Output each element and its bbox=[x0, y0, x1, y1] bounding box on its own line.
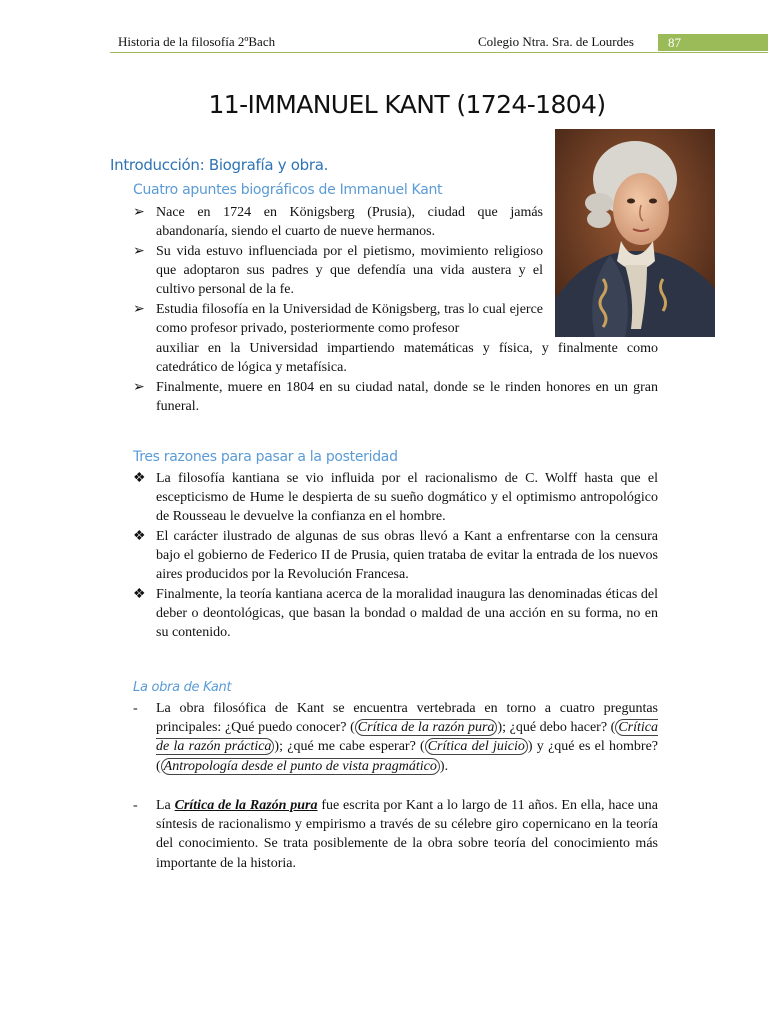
diamond-bullet-icon: ❖ bbox=[133, 587, 146, 602]
bio-item: ➢ Finalmente, muere en 1804 en su ciudad natal, donde se le rinden honores en un gran funeral. bbox=[133, 380, 658, 415]
work-title-critica-juicio: Crítica del juicio bbox=[425, 738, 528, 755]
page-number: 87 bbox=[658, 34, 768, 51]
dash-bullet-icon: - bbox=[133, 701, 138, 716]
obra-paragraph-2: - La Crítica de la Razón pura fue escrita por Kant a lo largo de 11 años. En ella, hace una síntesis de racionalismo y empirismo a través de su célebre giro copernicano en la teoría del conocimiento. Se trata posiblemente de la obra sobre teoría del conocimiento más importante de la historia. bbox=[133, 798, 659, 871]
work-title-highlight: Crítica de la Razón pura bbox=[174, 798, 318, 813]
header-school: Colegio Ntra. Sra. de Lourdes bbox=[478, 34, 634, 49]
arrow-bullet-icon: ➢ bbox=[133, 244, 145, 259]
kant-portrait-image bbox=[555, 129, 715, 337]
obra-paragraph-1: - La obra filosófica de Kant se encuentra vertebrada en torno a cuatro preguntas principales: ¿Qué puedo conocer? ( Crítica de la razón pura ); ¿qué debo hacer? ( Crítica de la razón práctica ); ¿qué me cabe esperar? ( Crítica del juicio ) y ¿qué es el hombre? ( Antropología desde el punto de vista pragmático ). bbox=[133, 701, 659, 774]
work-title-antropologia: Antropología desde el punto de vista pragmático bbox=[161, 758, 440, 775]
header-subject: Historia de la filosofía 2ºBach bbox=[118, 34, 276, 49]
razones-item: ❖ Finalmente, la teoría kantiana acerca de la moralidad inaugura las denominadas éticas del deber o deontológicas, que basan la bondad o maldad de una acción en su forma, no en su contenido. bbox=[133, 587, 658, 641]
subheading-razones: Tres razones para pasar a la posteridad bbox=[133, 449, 398, 465]
razones-item: ❖ La filosofía kantiana se vio influida por el racionalismo de C. Wolff hasta que el escepticismo de Hume le despierta de su sueño dogmático y el optimismo antropológico de Rousseau le devuelve la confianza en el hombre. bbox=[133, 471, 658, 525]
work-title-critica-razon-practica: Crítica de la razón práctica bbox=[156, 720, 659, 755]
bio-item: ➢ Estudia filosofía en la Universidad de Königsberg, tras lo cual ejerce como profesor privado, posteriormente como profesor bbox=[133, 302, 543, 337]
dash-bullet-icon: - bbox=[133, 798, 138, 813]
diamond-bullet-icon: ❖ bbox=[133, 529, 146, 544]
arrow-bullet-icon: ➢ bbox=[133, 205, 145, 220]
header-divider bbox=[110, 52, 768, 53]
razones-item: ❖ El carácter ilustrado de algunas de sus obras llevó a Kant a enfrentarse con la censura bajo el gobierno de Federico II de Prusia, quien trataba de evitar la entrada de los nuevos aires producidos por la Revolución Francesa. bbox=[133, 529, 658, 583]
arrow-bullet-icon: ➢ bbox=[133, 380, 145, 395]
page-title: 11-IMMANUEL KANT (1724-1804) bbox=[208, 90, 606, 119]
work-title-critica-razon-pura: Crítica de la razón pura bbox=[355, 719, 498, 736]
arrow-bullet-icon: ➢ bbox=[133, 302, 145, 317]
subheading-bio: Cuatro apuntes biográficos de Immanuel Kant bbox=[133, 182, 443, 198]
bio-item-continuation: auxiliar en la Universidad impartiendo matemáticas y física, y finalmente como catedrático de lógica y metafísica. bbox=[156, 341, 658, 376]
diamond-bullet-icon: ❖ bbox=[133, 471, 146, 486]
subheading-obra: La obra de Kant bbox=[133, 680, 232, 695]
bio-item: ➢ Su vida estuvo influenciada por el pietismo, movimiento religioso que adoptaron sus padres y que defendía una vida austera y el cultivo personal de la fe. bbox=[133, 244, 543, 298]
section-heading-intro: Introducción: Biografía y obra. bbox=[110, 156, 329, 174]
bio-item: ➢ Nace en 1724 en Königsberg (Prusia), ciudad que jamás abandonaría, siendo el cuarto de nueve hermanos. bbox=[133, 205, 543, 240]
